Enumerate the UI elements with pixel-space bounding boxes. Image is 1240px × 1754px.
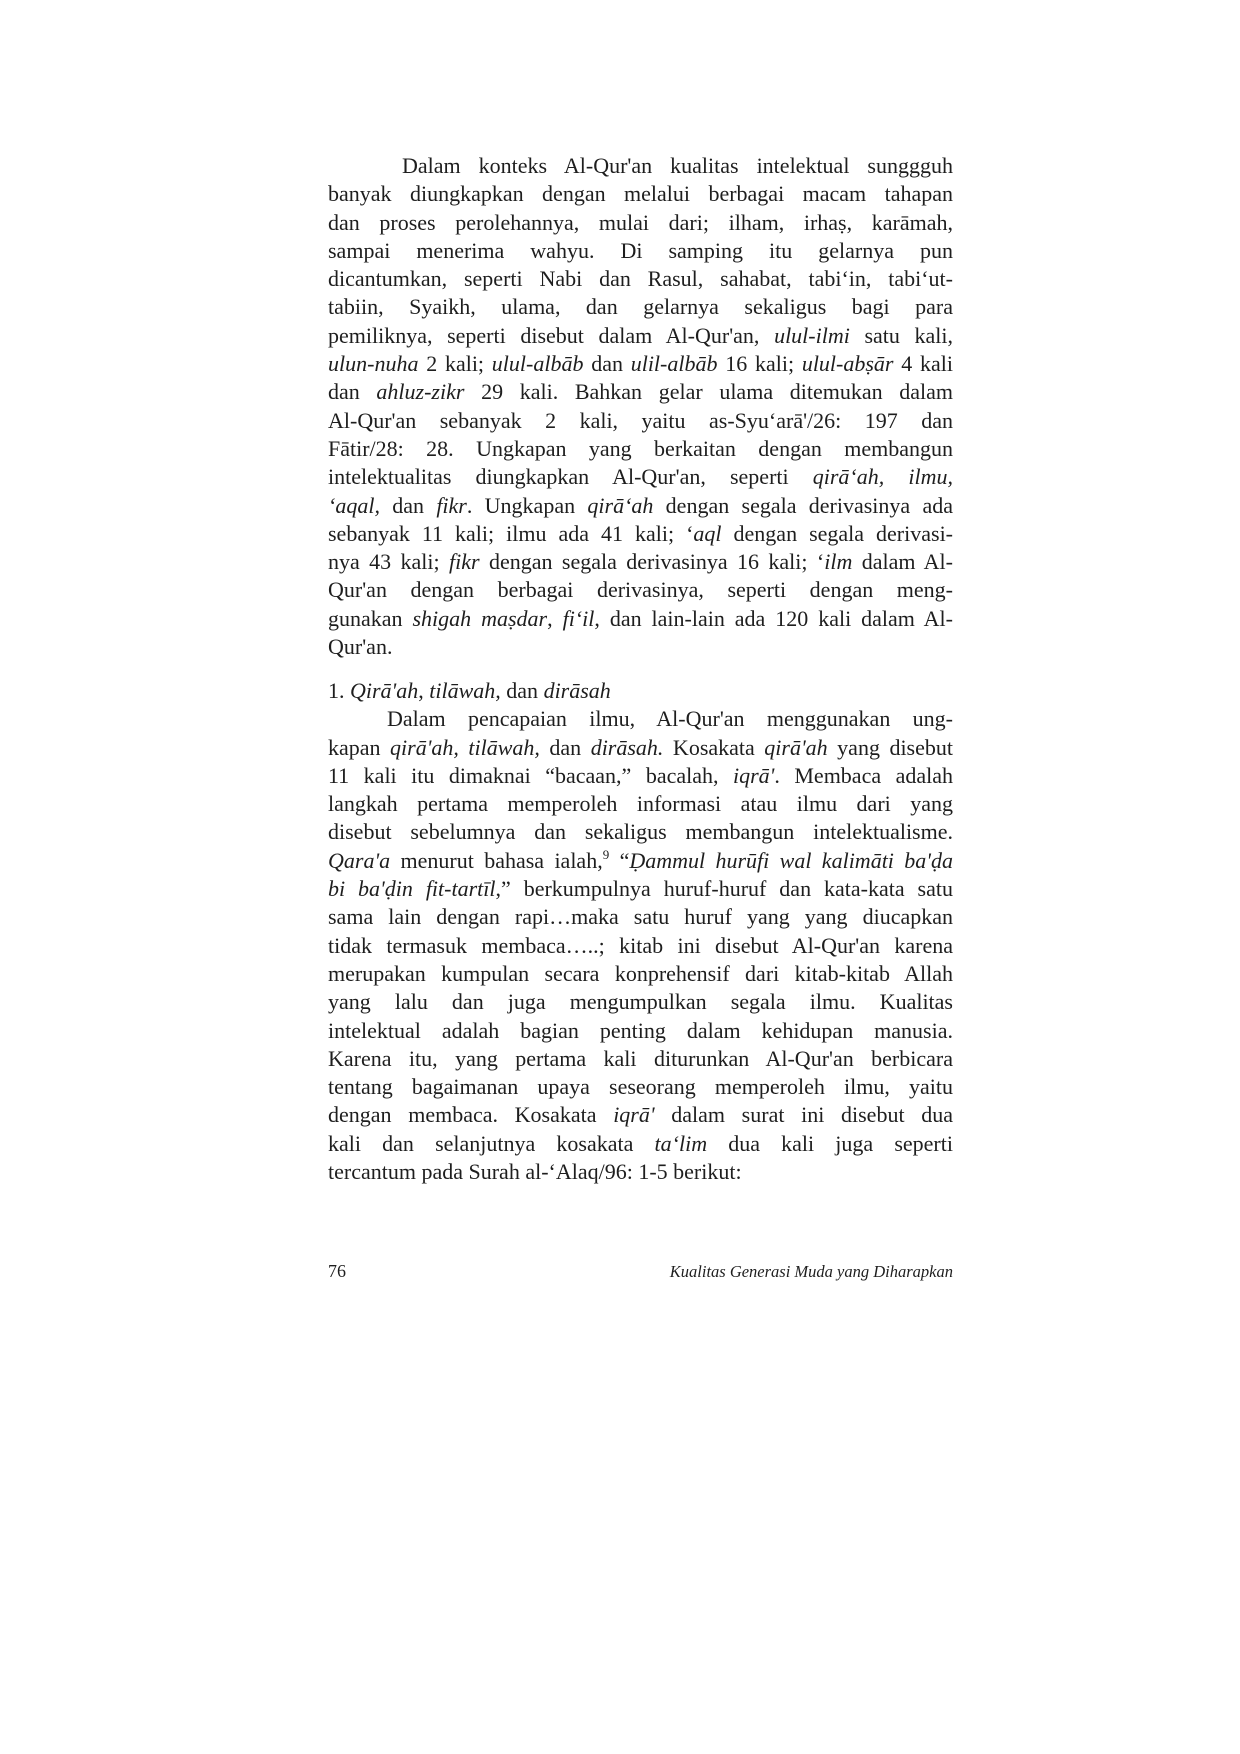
text-line (328, 576, 953, 604)
text-line (328, 633, 953, 661)
italic-term: ‘aqal, (328, 492, 380, 518)
text-run: dan proses perolehannya, mulai dari; ilham, irhaṣ, karāmah, (328, 209, 953, 235)
italic-term: bi ba'ḍin fit-tartīl (328, 876, 496, 902)
footnote-ref: 9 (602, 846, 610, 862)
text-line (328, 463, 953, 491)
text-run: dan (328, 379, 377, 405)
text-line (328, 378, 953, 406)
text-line (328, 790, 953, 818)
text-run: dan (539, 734, 591, 760)
text-line (328, 605, 953, 633)
text-run: dengan segala derivasinya ada (653, 492, 954, 518)
italic-term: dirāsah. (590, 734, 664, 760)
text-line (328, 520, 953, 548)
italic-term: qirā‘ah (587, 492, 654, 518)
text-line (328, 1158, 953, 1186)
text-line (328, 903, 953, 931)
text-line (328, 180, 953, 208)
text-line (328, 677, 953, 705)
italic-term: fikr (436, 492, 467, 518)
italic-term: Qirā'ah (350, 677, 419, 703)
text-run: tercantum pada Surah al-‘Alaq/96: 1-5 berikut: (328, 1158, 742, 1184)
text-line (328, 988, 953, 1016)
text-line (328, 322, 953, 350)
text-line (328, 237, 953, 265)
text-run: ,” berkumpulnya huruf-huruf dan kata-kata satu (495, 876, 953, 902)
paragraph (328, 152, 953, 661)
text-line (328, 762, 953, 790)
italic-term: ulun-nuha (328, 351, 419, 377)
text-run: intelektualitas diungkapkan Al-Qur'an, seperti (328, 464, 813, 490)
text-run: kali dan selanjutnya kosakata (328, 1130, 655, 1156)
text-run: Qur'an dengan berbagai derivasinya, seperti dengan meng- (328, 577, 953, 603)
text-run: disebut sebelumnya dan sekaligus membangun intelektualisme. (328, 819, 953, 845)
italic-term: ulul-abṣār (801, 351, 894, 377)
text-run: nya 43 kali; (328, 549, 450, 575)
text-line (328, 152, 953, 180)
text-line (328, 265, 953, 293)
text-run: menurut bahasa ialah, (390, 847, 603, 873)
text-run: Karena itu, yang pertama kali diturunkan Al-Qur'an berbicara (328, 1045, 953, 1071)
italic-term: ulul-albāb (491, 351, 584, 377)
text-run: kapan (328, 734, 391, 760)
text-run: merupakan kumpulan secara konprehensif dari kitab-kitab Allah (328, 960, 953, 986)
text-run: 4 kali (893, 351, 953, 377)
text-run: yang disebut (827, 734, 953, 760)
text-line (328, 932, 953, 960)
text-run: dan (500, 677, 544, 703)
text-run: , (547, 605, 563, 631)
italic-term: fi‘il (562, 605, 595, 631)
text-run: 2 kali; (418, 351, 492, 377)
paragraph (328, 705, 953, 1186)
text-run: tentang bagaimanan upaya seseorang memperoleh ilmu, yaitu (328, 1074, 953, 1100)
text-line (328, 293, 953, 321)
text-run: tidak termasuk membaca…..; kitab ini disebut Al-Qur'an karena (328, 932, 953, 958)
italic-term: ta‘lim (654, 1130, 708, 1156)
text-run: sampai menerima wahyu. Di samping itu gelarnya pun (328, 237, 953, 263)
text-run: yang lalu dan juga mengumpulkan segala ilmu. Kualitas (328, 989, 953, 1015)
text-run: banyak diungkapkan dengan melalui berbagai macam tahapan (328, 181, 953, 207)
text-run: 29 kali. Bahkan gelar ulama ditemukan dalam (464, 379, 953, 405)
italic-term: ulil-albāb (630, 351, 718, 377)
text-run: sebanyak 11 kali; ilmu ada 41 kali; ‘ (328, 520, 694, 546)
text-run: langkah pertama memperoleh informasi atau ilmu dari yang (328, 791, 953, 817)
text-run: sama lain dengan rapi…maka satu huruf yang yang diucapkan (328, 904, 953, 930)
text-run: “ (609, 847, 630, 873)
text-line (328, 548, 953, 576)
italic-term: ahluz-zikr (376, 379, 465, 405)
text-line (328, 209, 953, 237)
section-heading (328, 677, 953, 705)
italic-term: ulul-ilmi (774, 322, 850, 348)
text-run: dalam Al- (852, 549, 953, 575)
text-run: Kosakata (663, 734, 765, 760)
page-body (328, 152, 953, 1186)
text-run: intelektual adalah bagian penting dalam kehidupan manusia. (328, 1017, 953, 1043)
text-line (328, 350, 953, 378)
text-line (328, 1101, 953, 1129)
running-title: Kualitas Generasi Muda yang Diharapkan (669, 1262, 953, 1281)
text-run: Al-Qur'an sebanyak 2 kali, yaitu as-Syu‘arā'/26: 197 dan (328, 407, 953, 433)
italic-term: dirāsah (543, 677, 611, 703)
text-run: . Ungkapan (466, 492, 588, 518)
text-line (328, 847, 953, 875)
text-run: 16 kali; (717, 351, 802, 377)
text-run: dua kali juga seperti (707, 1130, 953, 1156)
italic-term: qirā‘ah, ilmu, (812, 464, 953, 490)
italic-term: aql (693, 520, 722, 546)
page-footer (328, 1259, 953, 1283)
text-run: dan (379, 492, 437, 518)
page-number: 76 (328, 1261, 346, 1281)
text-run: dengan segala derivasinya 16 kali; ‘ (479, 549, 825, 575)
text-run: Fātir/28: 28. Ungkapan yang berkaitan dengan membangun (328, 435, 953, 461)
text-run: 1. (328, 677, 350, 703)
text-line (328, 734, 953, 762)
italic-term: ilm (824, 549, 853, 575)
text-run: Dalam pencapaian ilmu, Al-Qur'an menggunakan ung- (387, 706, 953, 732)
text-line (328, 1017, 953, 1045)
text-run: 11 kali itu dimaknai “bacaan,” bacalah, (328, 762, 733, 788)
text-run: dicantumkan, seperti Nabi dan Rasul, sahabat, tabi‘in, tabi‘ut- (328, 266, 953, 292)
text-run: gunakan (328, 605, 413, 631)
italic-term: Qara'a (328, 847, 391, 873)
text-run: , (418, 677, 430, 703)
italic-term: Ḍammul hurūfi wal kalimāti ba'ḍa (629, 847, 953, 873)
text-run: Dalam konteks Al-Qur'an kualitas intelektual sunggguh (402, 153, 953, 178)
italic-term: fikr (449, 549, 480, 575)
text-line (328, 818, 953, 846)
text-run: pemiliknya, seperti disebut dalam Al-Qur'an, (328, 322, 775, 348)
italic-term: qirā'ah (764, 734, 828, 760)
text-line (328, 705, 953, 733)
text-line (328, 960, 953, 988)
text-run: dengan membaca. Kosakata (328, 1102, 614, 1128)
text-line (328, 435, 953, 463)
text-run: dan (583, 351, 631, 377)
text-run: tabiin, Syaikh, ulama, dan gelarnya sekaligus bagi para (328, 294, 953, 320)
text-line (328, 875, 953, 903)
text-line (328, 407, 953, 435)
text-line (328, 1130, 953, 1158)
text-line (328, 492, 953, 520)
text-line (328, 1073, 953, 1101)
text-line (328, 1045, 953, 1073)
italic-term: iqrā' (732, 762, 775, 788)
text-run: , dan lain-lain ada 120 kali dalam Al- (594, 605, 953, 631)
italic-term: shigah maṣdar (412, 605, 548, 631)
text-run: dengan segala derivasi- (721, 520, 954, 546)
text-run: Qur'an. (328, 634, 393, 660)
text-run: . Membaca adalah (774, 762, 953, 788)
italic-term: iqrā' (613, 1102, 655, 1128)
text-run: dalam surat ini disebut dua (654, 1102, 953, 1128)
italic-term: qirā'ah, tilāwah, (390, 734, 540, 760)
text-run: satu kali, (849, 322, 953, 348)
italic-term: tilāwah, (429, 677, 501, 703)
